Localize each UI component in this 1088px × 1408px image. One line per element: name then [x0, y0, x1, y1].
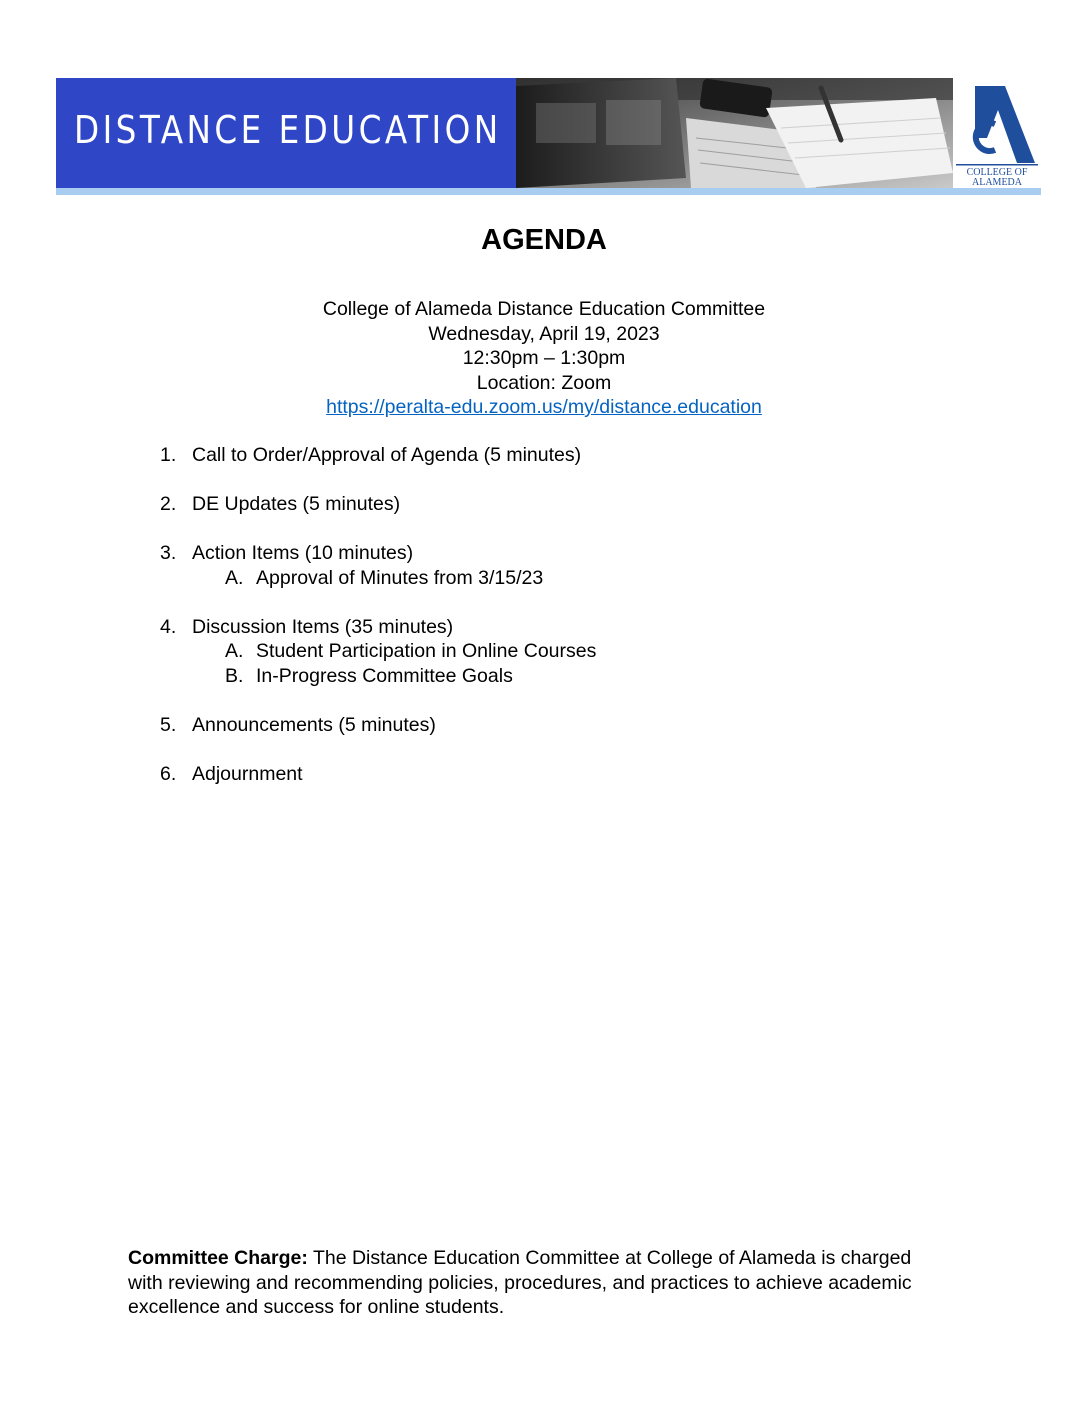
item-number: 5. — [160, 713, 177, 736]
item-text: Call to Order/Approval of Agenda (5 minutes) — [192, 444, 582, 466]
meeting-info — [0, 297, 1088, 420]
agenda-item-2 — [160, 492, 960, 517]
laptop-desk-image — [516, 78, 953, 188]
committee-name: College of Alameda Distance Education Committee — [322, 298, 766, 320]
meeting-time: 12:30pm – 1:30pm — [462, 347, 626, 369]
sub-item-letter: B. — [225, 664, 244, 687]
banner-stripe — [56, 188, 1041, 195]
sub-item-letter: A. — [225, 566, 244, 589]
meeting-location: Location: Zoom — [476, 371, 612, 394]
zoom-link[interactable]: https://peralta-edu.zoom.us/my/distance.education — [326, 396, 762, 418]
sub-item — [160, 639, 960, 664]
meeting-date: Wednesday, April 19, 2023 — [428, 322, 660, 345]
banner-title-panel — [56, 78, 516, 188]
item-number: 4. — [160, 615, 177, 638]
college-of-alameda-logo-icon — [953, 78, 1041, 188]
college-logo — [953, 78, 1041, 188]
agenda-item-1 — [160, 443, 960, 468]
item-number: 1. — [160, 444, 177, 466]
sub-item-text: In-Progress Committee Goals — [256, 664, 513, 687]
sub-item-letter: A. — [225, 640, 244, 662]
agenda-item-6 — [160, 762, 960, 787]
sub-item-text: Approval of Minutes from 3/15/23 — [256, 566, 544, 589]
header-banner — [56, 78, 1041, 188]
banner-title: DISTANCE EDUCATION — [74, 108, 502, 152]
committee-charge-text: The Distance Education Committee at College of Alameda is charged with reviewing and recommending policies, procedures, and practices to achieve academic excellence and success for online students. — [128, 1247, 912, 1318]
logo-text-line2: ALAMEDA — [972, 177, 1022, 188]
sub-item — [160, 566, 960, 591]
item-number: 2. — [160, 493, 177, 515]
agenda-item-4 — [160, 615, 960, 689]
page-title: AGENDA — [481, 224, 607, 256]
sub-item-text: Student Participation in Online Courses — [256, 640, 597, 662]
logo-text-line1: COLLEGE OF — [966, 167, 1028, 178]
agenda-item-3 — [160, 541, 960, 590]
item-text: Discussion Items (35 minutes) — [192, 615, 454, 638]
item-number: 6. — [160, 762, 177, 785]
item-text: DE Updates (5 minutes) — [192, 493, 401, 515]
item-text: Announcements (5 minutes) — [192, 713, 436, 736]
agenda-item-5 — [160, 713, 960, 738]
banner-photo-laptop — [516, 78, 953, 188]
item-text: Action Items (10 minutes) — [192, 542, 414, 564]
committee-charge — [128, 1246, 928, 1320]
committee-charge-label: Committee Charge: — [128, 1247, 308, 1269]
item-number: 3. — [160, 542, 177, 564]
sub-item — [160, 664, 960, 689]
agenda-list — [160, 443, 960, 811]
item-text: Adjournment — [192, 762, 303, 785]
